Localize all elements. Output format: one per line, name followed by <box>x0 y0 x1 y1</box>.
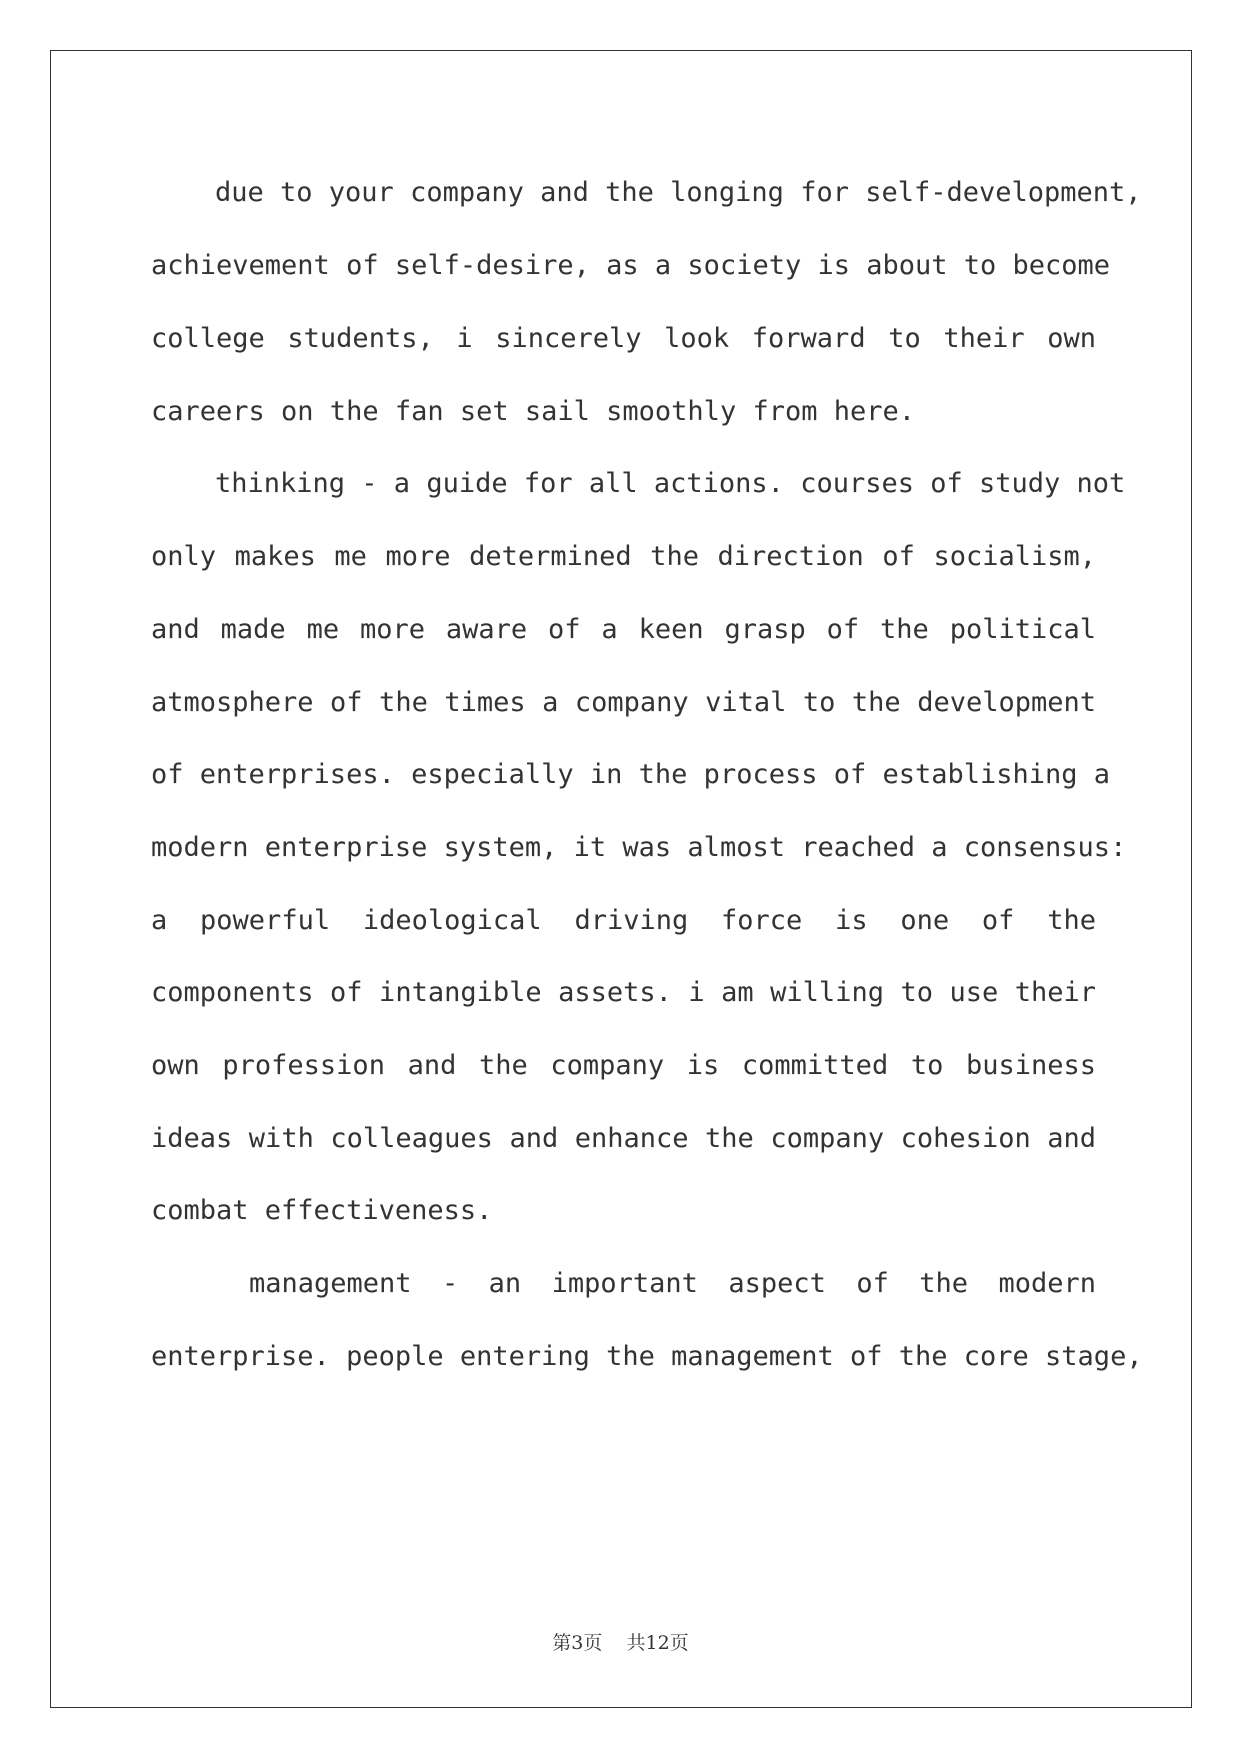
text-line: of enterprises. especially in the process of establishing a <box>151 759 1111 790</box>
text-line: modern enterprise system, it was almost reached a consensus: <box>151 832 1127 863</box>
text-line: combat effectiveness. <box>151 1195 493 1226</box>
text-line: and made me more aware of a keen grasp of the political <box>151 614 1096 645</box>
text-line: careers on the fan set sail smoothly from here. <box>151 396 916 427</box>
text-line: ideas with colleagues and enhance the company cohesion and <box>151 1123 1096 1154</box>
text-line: a powerful ideological driving force is one of the <box>151 905 1096 936</box>
text-line: own profession and the company is committed to business <box>151 1050 1096 1081</box>
text-line: due to your company and the longing for self-development, <box>215 177 1142 208</box>
page-total: 共12页 <box>626 1632 689 1654</box>
text-line: atmosphere of the times a company vital to the development <box>151 687 1096 718</box>
text-line: college students, i sincerely look forward to their own <box>151 323 1096 354</box>
text-line: management - an important aspect of the modern <box>249 1268 1096 1299</box>
text-line: only makes me more determined the direction of socialism, <box>151 541 1096 572</box>
page-number: 第3页 <box>552 1632 603 1654</box>
text-line: enterprise. people entering the management of the core stage, <box>151 1341 1143 1372</box>
text-line: components of intangible assets. i am willing to use their <box>151 977 1096 1008</box>
text-line: achievement of self-desire, as a society is about to become <box>151 250 1111 281</box>
page-border <box>50 50 1192 1708</box>
text-line: thinking - a guide for all actions. courses of study not <box>215 468 1126 499</box>
page-footer <box>0 1628 1241 1655</box>
